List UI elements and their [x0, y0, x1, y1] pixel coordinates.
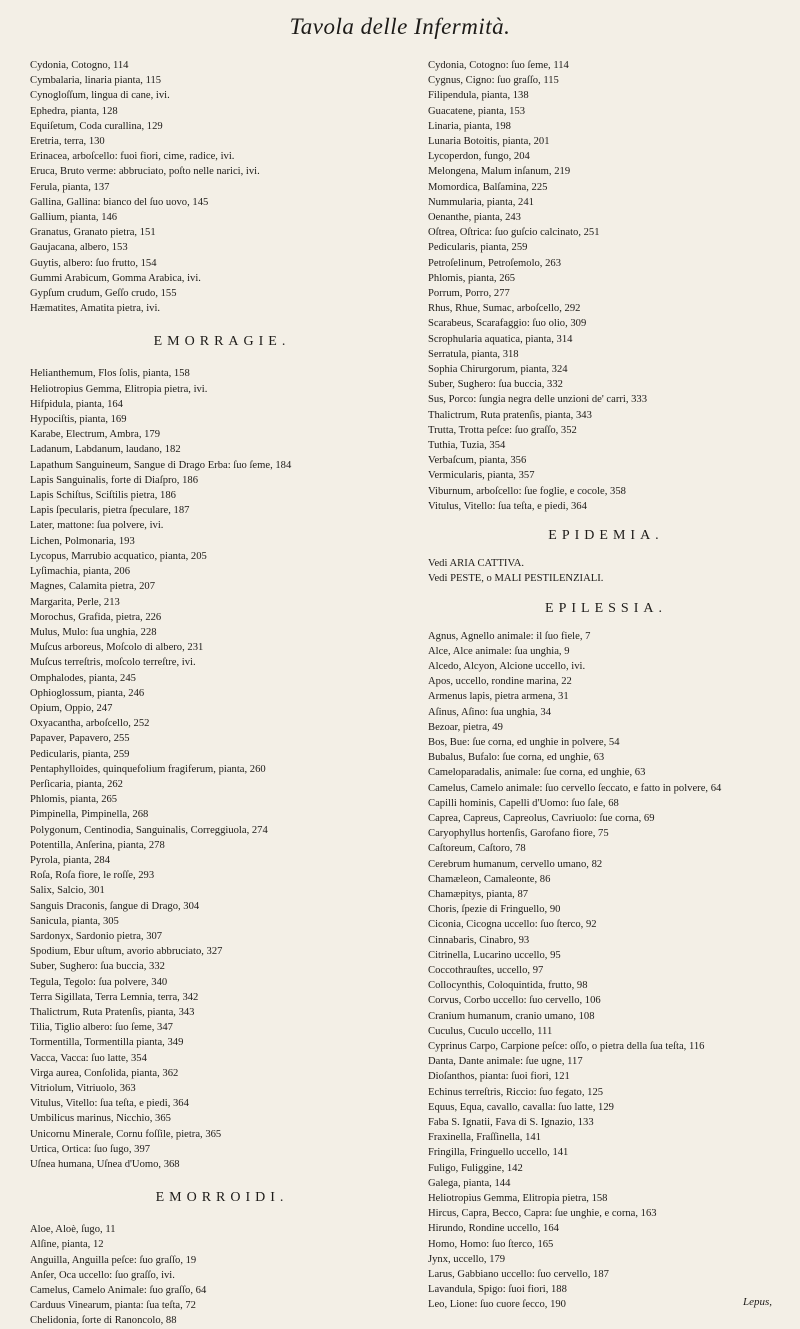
index-entry: Collocynthis, Coloquintida, frutto, 98 [428, 980, 588, 992]
index-entry: Porrum, Porro, 277 [428, 288, 510, 300]
index-entry: Pyrola, pianta, 284 [30, 854, 111, 866]
index-entry: Hifpidula, pianta, 164 [30, 398, 123, 410]
index-entry: Anſer, Oca uccello: ſuo graſſo, ivi. [30, 1269, 175, 1281]
index-entry: Leo, Lione: ſuo cuore ſecco, 190 [428, 1299, 566, 1311]
left-group-2 [30, 366, 414, 1172]
index-entry: Caſtoreum, Caſtoro, 78 [428, 843, 526, 855]
index-entry: Suber, Sughero: ſua buccia, 332 [428, 379, 563, 391]
index-entry: Cerebrum humanum, cervello umano, 82 [428, 858, 603, 870]
index-entry: Vitriolum, Vitriuolo, 363 [30, 1083, 136, 1094]
index-entry: Vacca, Vacca: ſuo latte, 354 [30, 1052, 147, 1064]
index-entry: Muſcus arboreus, Moſcolo di albero, 231 [30, 642, 204, 654]
index-entry: Chamæpitys, pianta, 87 [428, 888, 529, 900]
index-entry: Hirundo, Rondine uccello, 164 [428, 1223, 559, 1235]
section-heading-emorroidi: EMORROIDI. [155, 1190, 289, 1206]
index-entry: Phlomis, pianta, 265 [428, 272, 516, 284]
index-entry: Camelus, Camelo animale: ſuo cervello ſeccato, e fatto in polvere, 64 [428, 782, 722, 794]
index-entry: Sophia Chirurgorum, pianta, 324 [428, 364, 568, 376]
index-entry: Chelidonia, ſorte di Ranoncolo, 88 [30, 1315, 177, 1327]
index-entry: Gallina, Gallina: bianco del ſuo uovo, 145 [30, 196, 209, 208]
index-entry: Cinnabaris, Cinabro, 93 [428, 934, 530, 946]
index-entry: Faba S. Ignatii, Fava di S. Ignazio, 133 [428, 1117, 594, 1128]
index-entry: Thalictrum, Ruta Pratenſis, pianta, 343 [30, 1006, 195, 1018]
index-entry: Vermicularis, pianta, 357 [428, 470, 535, 482]
index-entry: Ciconia, Cicogna uccello: ſuo ſterco, 92 [428, 919, 597, 931]
index-entry: Coccothrauſtes, uccello, 97 [428, 964, 544, 976]
index-entry: Carduus Vinearum, pianta: ſua teſta, 72 [30, 1300, 196, 1312]
index-entry: Homo, Homo: ſuo ſterco, 165 [428, 1238, 554, 1250]
index-entry: Bubalus, Bufalo: ſue corna, ed unghie, 63 [428, 752, 605, 764]
index-entry: Tilia, Tiglio albero: ſuo ſeme, 347 [30, 1022, 173, 1034]
index-entry: Viburnum, arboſcello: ſue foglie, e cocole, 358 [428, 485, 626, 497]
index-entry: Cameloparadalis, animale: ſue corna, ed unghie, 63 [428, 767, 646, 779]
index-entry: Agnus, Agnello animale: il ſuo fiele, 7 [428, 630, 591, 642]
index-entry: Lapis Sanguinalis, forte di Diaſpro, 186 [30, 474, 198, 486]
index-entry: Mulus, Mulo: ſua unghia, 228 [30, 626, 157, 638]
index-entry: Potentilla, Anſerina, pianta, 278 [30, 839, 165, 851]
index-entry: Tormentilla, Tormentilla pianta, 349 [30, 1037, 184, 1049]
index-entry: Phlomis, pianta, 265 [30, 794, 118, 806]
index-entry: Ladanum, Labdanum, laudano, 182 [30, 444, 181, 456]
index-entry: Magnes, Calamita pietra, 207 [30, 581, 156, 593]
index-entry: Lapis Schiſtus, Sciſtilis pietra, 186 [30, 490, 176, 502]
index-entry: Later, mattone: ſua polvere, ivi. [30, 520, 164, 532]
index-entry: Armenus lapis, pietra armena, 31 [428, 691, 569, 703]
index-entry: Caprea, Capreus, Capreolus, Cavriuolo: ſue corna, 69 [428, 812, 655, 824]
index-entry: Cyprinus Carpo, Carpione peſce: oſſo, o pietra della ſua teſta, 116 [428, 1040, 705, 1052]
index-entry: Oenanthe, pianta, 243 [428, 212, 521, 224]
left-group-1 [30, 58, 414, 316]
index-entry: Equiſetum, Coda curallina, 129 [30, 120, 163, 132]
index-entry: Sus, Porco: ſungia negra delle unzioni de' carri, 333 [428, 394, 648, 406]
index-entry: Serratula, pianta, 318 [428, 348, 519, 360]
index-entry: Chamæleon, Camaleonte, 86 [428, 873, 551, 885]
index-entry: Heliotropius Gemma, Elitropia pietra, 158 [428, 1193, 608, 1205]
index-entry: Guacatene, pianta, 153 [428, 105, 526, 117]
index-entry: Roſa, Roſa fiore, le roſſe, 293 [30, 870, 155, 882]
index-entry: Lavandula, Spigo: ſuoi fiori, 188 [428, 1284, 567, 1296]
index-entry: Momordica, Balſamina, 225 [428, 181, 548, 193]
index-entry: Cranium humanum, cranio umano, 108 [428, 1010, 595, 1022]
index-entry: Cuculus, Cuculo uccello, 111 [428, 1025, 553, 1037]
index-entry: Eretria, terra, 130 [30, 136, 105, 148]
index-entry: Eruca, Bruto verme: abbruciato, poſto nelle narici, ivi. [30, 166, 260, 178]
index-entry: Sanicula, pianta, 305 [30, 915, 119, 927]
section-heading-epilessia: EPILESSIA. [545, 600, 667, 616]
index-entry: Oxyacantha, arboſcello, 252 [30, 718, 150, 730]
index-entry: Ephedra, pianta, 128 [30, 105, 118, 117]
index-entry: Hæmatites, Amatita pietra, ivi. [30, 303, 161, 315]
left-column [30, 58, 414, 1329]
index-entry: Erinacea, arboſcello: fuoi fiori, cime, radice, ivi. [30, 151, 235, 163]
index-entry: Alce, Alce animale: ſua unghia, 9 [428, 645, 570, 657]
page-title: Tavola delle Infermità. [289, 14, 511, 39]
index-entry: Melongena, Malum inſanum, 219 [428, 166, 571, 178]
index-entry: Verbaſcum, pianta, 356 [428, 455, 527, 467]
index-entry: Guytis, albero: ſuo frutto, 154 [30, 257, 157, 269]
index-entry: Muſcus terreſtris, moſcolo terreſtre, ivi. [30, 657, 196, 669]
index-entry: Hypociſtis, pianta, 169 [30, 414, 127, 426]
index-entry: Aloe, Aloè, ſugo, 11 [30, 1224, 116, 1236]
section-heading-epidemia: EPIDEMIA. [548, 528, 664, 544]
index-entry: Thalictrum, Ruta pratenſis, pianta, 343 [428, 409, 592, 421]
index-entry: Linaria, pianta, 198 [428, 120, 511, 132]
index-entry: Danta, Dante animale: ſue ugne, 117 [428, 1056, 583, 1068]
index-entry: Unicornu Minerale, Cornu foſſile, pietra, 365 [30, 1128, 222, 1140]
index-entry: Lunaria Botoitis, pianta, 201 [428, 136, 550, 148]
index-entry: Citrinella, Lucarino uccello, 95 [428, 949, 561, 961]
catchword: Lepus, [742, 1296, 772, 1308]
index-entry: Choris, ſpezie di Fringuello, 90 [428, 904, 561, 916]
index-entry: Omphalodes, pianta, 245 [30, 672, 136, 684]
index-entry: Margarita, Perle, 213 [30, 596, 120, 608]
index-entry: Urtica, Ortica: ſuo ſugo, 397 [30, 1143, 151, 1155]
right-group-2 [428, 629, 784, 1313]
index-entry: Lyſimachia, pianta, 206 [30, 566, 131, 578]
index-entry: Capilli hominis, Capelli d'Uomo: ſuo ſale, 68 [428, 797, 619, 809]
index-entry: Caryophyllus hortenſis, Garofano fiore, 75 [428, 828, 609, 840]
index-entry: Petroſelinum, Petroſemolo, 263 [428, 257, 561, 269]
index-entry: Perſicaria, pianta, 262 [30, 778, 123, 790]
index-entry: Granatus, Granato pietra, 151 [30, 227, 156, 239]
index-entry: Lapis ſpecularis, pietra ſpeculare, 187 [30, 505, 190, 517]
index-entry: Sanguis Draconis, ſangue di Drago, 304 [30, 900, 200, 912]
index-entry: Gaujacana, albero, 153 [30, 242, 128, 254]
index-entry: Fuligo, Fuliggine, 142 [428, 1162, 523, 1174]
index-entry: Trutta, Trotta peſce: ſuo graſſo, 352 [428, 424, 577, 436]
index-entry: Oſtrea, Oſtrica: ſuo guſcio calcinato, 251 [428, 227, 600, 239]
index-entry: Bezoar, pietra, 49 [428, 721, 503, 733]
index-entry: Morochus, Grafida, pietra, 226 [30, 611, 162, 623]
index-entry: Echinus terreſtris, Riccio: ſuo fegato, 125 [428, 1086, 604, 1098]
index-entry: Terra Sigillata, Terra Lemnia, terra, 342 [30, 991, 199, 1003]
see-also-entry: Vedi ARIA CATTIVA. [428, 558, 525, 570]
index-entry: Suber, Sughero: ſua buccia, 332 [30, 961, 165, 973]
index-entry: Vitulus, Vitello: ſua teſta, e piedi, 364 [428, 500, 587, 512]
index-entry: Tegula, Tegolo: ſua polvere, 340 [30, 976, 168, 988]
index-entry: Fringilla, Fringuello uccello, 141 [428, 1147, 569, 1159]
see-also-entry: Vedi PESTE, o MALI PESTILENZIALI. [428, 573, 604, 585]
right-group-1 [428, 58, 784, 514]
index-entry: Apos, uccello, rondine marina, 22 [428, 676, 572, 688]
index-entry: Corvus, Corbo uccello: ſuo cervello, 106 [428, 995, 601, 1007]
index-entry: Sardonyx, Sardonio pietra, 307 [30, 930, 163, 942]
see-also-list [428, 556, 784, 586]
index-entry: Bos, Bue: ſue corna, ed unghie in polvere, 54 [428, 736, 620, 748]
index-entry: Spodium, Ebur uſtum, avorio abbruciato, 327 [30, 946, 223, 958]
index-entry: Larus, Gabbiano uccello: ſuo cervello, 187 [428, 1269, 609, 1281]
index-entry: Gallium, pianta, 146 [30, 212, 118, 224]
index-entry: Virga aurea, Conſolida, pianta, 362 [30, 1067, 179, 1079]
index-entry: Lichen, Polmonaria, 193 [30, 535, 135, 547]
index-entry: Papaver, Papavero, 255 [30, 733, 130, 745]
index-entry: Fraxinella, Fraſſinella, 141 [428, 1132, 541, 1144]
index-entry: Cydonia, Cotogno: ſuo ſeme, 114 [428, 60, 569, 71]
index-entry: Polygonum, Centinodia, Sanguinalis, Correggiuola, 274 [30, 824, 268, 836]
index-entry: Equus, Equa, cavallo, cavalla: ſuo latte, 129 [428, 1101, 614, 1113]
index-entry: Tuthia, Tuzia, 354 [428, 440, 506, 452]
index-entry: Dioſanthos, pianta: ſuoi fiori, 121 [428, 1071, 570, 1083]
index-entry: Umbilicus marinus, Nicchio, 365 [30, 1113, 171, 1125]
right-column [428, 58, 784, 1313]
index-entry: Opium, Oppio, 247 [30, 702, 113, 714]
index-entry: Lapathum Sanguineum, Sangue di Drago Erba: ſuo ſeme, 184 [30, 459, 292, 471]
index-entry: Hircus, Capra, Becco, Capra: ſue unghie, e corna, 163 [428, 1208, 657, 1220]
index-entry: Jynx, uccello, 179 [428, 1253, 506, 1265]
index-entry: Pentaphylloides, quinquefolium fragiferum, pianta, 260 [30, 763, 266, 775]
index-entry: Alſine, pianta, 12 [30, 1239, 104, 1251]
index-entry: Aſinus, Aſino: ſua unghia, 34 [428, 706, 552, 718]
index-entry: Camelus, Camelo Animale: ſuo graſſo, 64 [30, 1285, 207, 1297]
index-entry: Gummi Arabicum, Gomma Arabica, ivi. [30, 272, 201, 284]
index-entry: Galega, pianta, 144 [428, 1177, 511, 1189]
index-entry: Ophioglossum, pianta, 246 [30, 687, 145, 699]
index-entry: Salix, Salcio, 301 [30, 885, 105, 897]
index-entry: Heliotropius Gemma, Elitropia pietra, ivi. [30, 383, 208, 395]
index-entry: Alcedo, Alcyon, Alcione uccello, ivi. [428, 660, 586, 672]
index-entry: Lycopus, Marrubio acquatico, pianta, 205 [30, 550, 207, 562]
index-entry: Scrophularia aquatica, pianta, 314 [428, 333, 573, 345]
index-entry: Nummularia, pianta, 241 [428, 196, 534, 208]
index-entry: Ferula, pianta, 137 [30, 181, 110, 193]
index-entry: Vitulus, Vitello: ſua teſta, e piedi, 364 [30, 1098, 189, 1110]
index-entry: Cygnus, Cigno: ſuo graſſo, 115 [428, 75, 559, 87]
index-entry: Karabe, Electrum, Ambra, 179 [30, 429, 161, 441]
index-entry: Uſnea humana, Uſnea d'Uomo, 368 [30, 1159, 180, 1171]
index-entry: Lycoperdon, fungo, 204 [428, 151, 530, 163]
left-group-3 [30, 1222, 414, 1328]
index-entry: Helianthemum, Flos ſolis, pianta, 158 [30, 368, 190, 380]
index-entry: Pimpinella, Pimpinella, 268 [30, 809, 149, 821]
index-entry: Scarabeus, Scarafaggio: ſuo olio, 309 [428, 318, 587, 330]
index-entry: Cydonia, Cotogno, 114 [30, 60, 129, 71]
index-entry: Rhus, Rhue, Sumac, arboſcello, 292 [428, 303, 581, 315]
index-entry: Pedicularis, pianta, 259 [428, 242, 528, 254]
index-entry: Pedicularis, pianta, 259 [30, 748, 130, 760]
index-entry: Cymbalaria, linaria pianta, 115 [30, 75, 162, 87]
section-heading-emorragie: EMORRAGIE. [153, 334, 291, 350]
index-entry: Anguilla, Anguilla peſce: ſuo graſſo, 19 [30, 1254, 197, 1266]
index-entry: Cynogloſſum, lingua di cane, ivi. [30, 90, 170, 102]
index-entry: Filipendula, pianta, 138 [428, 90, 529, 102]
index-entry: Gypſum crudum, Geſſo crudo, 155 [30, 288, 177, 300]
